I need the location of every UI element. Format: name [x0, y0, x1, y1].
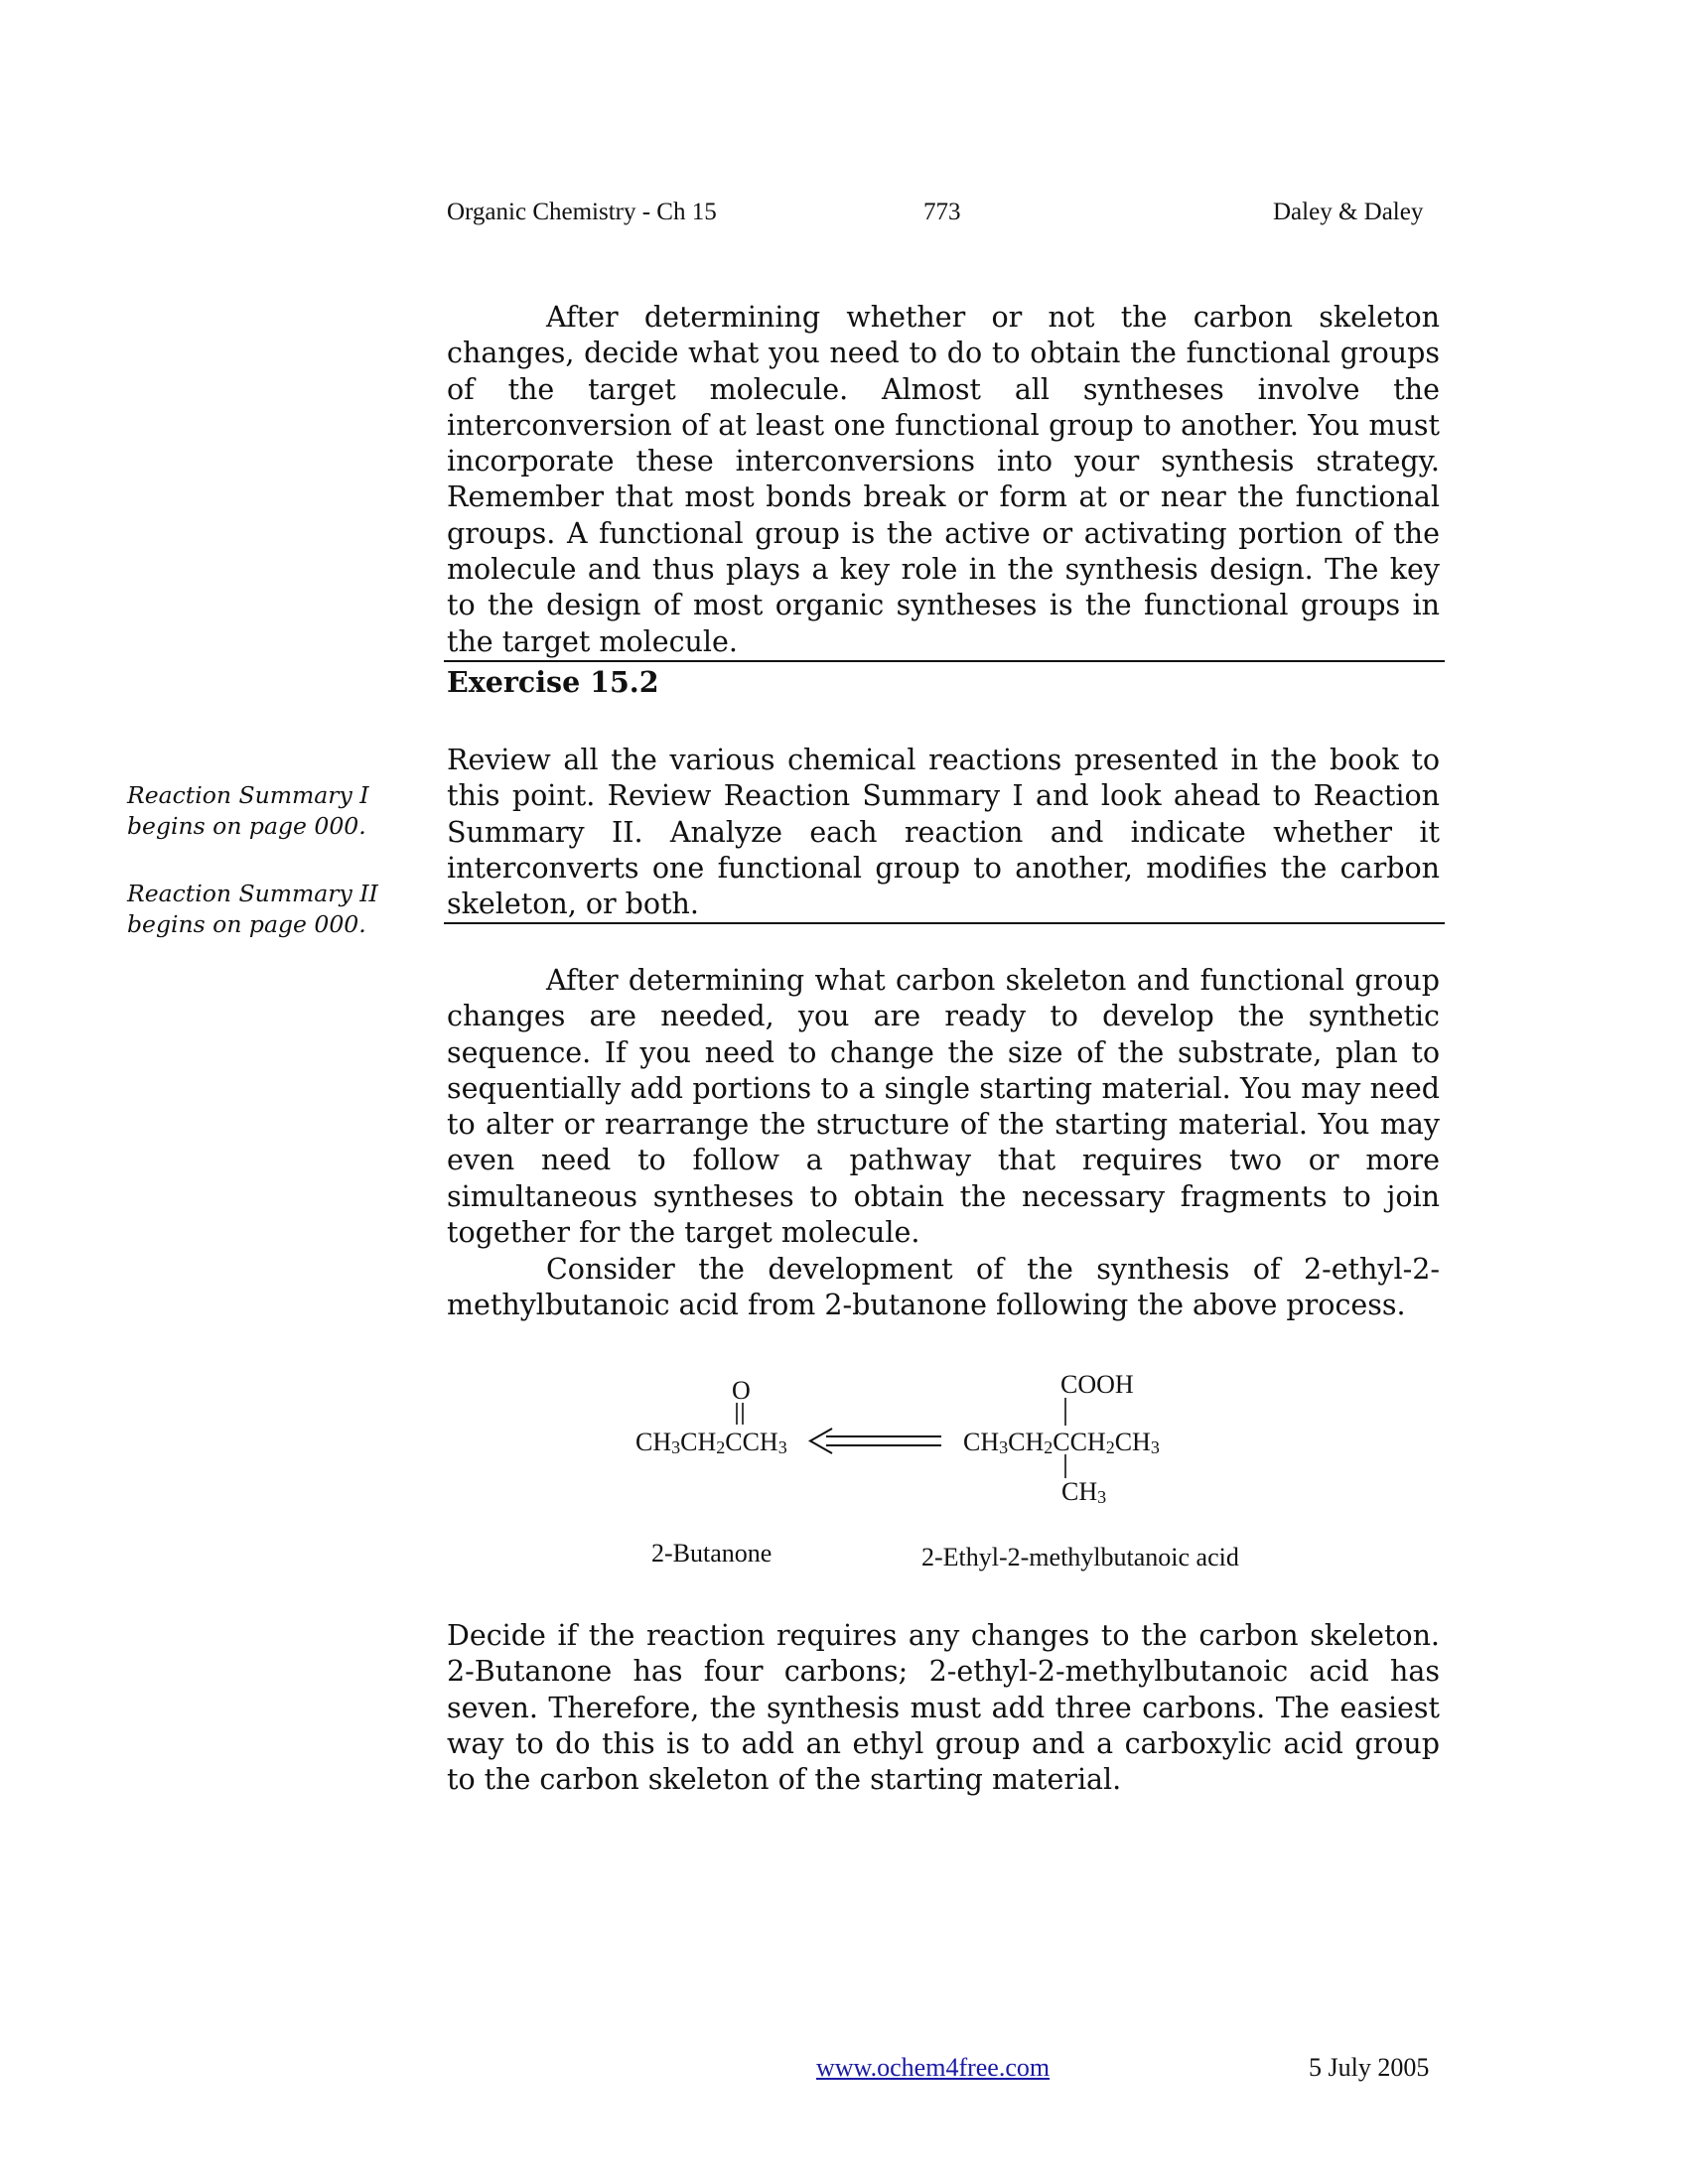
footer-date: 5 July 2005 — [1309, 2053, 1430, 2082]
body-paragraph-consider-synthesis: Consider the development of the synthesis of 2-ethyl-2-methylbutanoic acid from 2-butanone following the above process. — [447, 1253, 1440, 1322]
body-paragraph-synthetic-sequence: After determining what carbon skeleton and functional group changes are needed, you are ready to develop the synthetic sequence. If you need to change the size of the substrate, plan to sequentially add portions to a single starting material. You may need to alter or rearrange the structure of the starting material. You may even need to follow a pathway that requires two or more simultaneous syntheses to obtain the necessary fragments to join together for the target molecule. — [447, 964, 1440, 1250]
running-header-authors: Daley & Daley — [1273, 199, 1424, 225]
running-header-title: Organic Chemistry - Ch 15 — [447, 199, 717, 225]
footer-website-link[interactable]: www.ochem4free.com — [816, 2053, 1051, 2082]
margin-note-line: begins on page 000. — [127, 811, 366, 840]
butanone-caption: 2-Butanone — [651, 1539, 773, 1568]
margin-note-line: Reaction Summary II — [127, 880, 378, 907]
methyl-group-text: CH — [1061, 1477, 1098, 1506]
margin-note-reaction-summary-2 — [127, 879, 415, 939]
exercise-text: Review all the various chemical reactions presented in the book to this point. Review Reaction Summary I and look ahead to Reaction Summary II. Analyze each reaction and indicate whether it interconverts one functional group to another, modifies the carbon skeleton, or both. — [447, 744, 1440, 921]
exercise-bottom-rule — [444, 922, 1445, 924]
bond-to-carboxyl — [1062, 1398, 1068, 1428]
carbonyl-oxygen-label: O — [732, 1376, 751, 1405]
butanone-formula: $CH_3CH_2CCH_3$ — [635, 1428, 787, 1457]
methyl-group-label — [1061, 1479, 1106, 1505]
retrosynthetic-arrow-icon — [806, 1427, 945, 1456]
body-paragraph-carbon-skeleton: Decide if the reaction requires any changes to the carbon skeleton. 2-Butanone has four carbons; 2-ethyl-2-methylbutanoic acid has seven. Therefore, the synthesis must add three carbons. The easiest way to do this is to add an ethyl group and a carboxylic acid group to the carbon skeleton of the starting material. — [447, 1619, 1440, 1797]
exercise-top-rule — [444, 660, 1445, 662]
margin-note-line: Reaction Summary I — [127, 781, 369, 809]
acid-main-chain-formula: $CH_3CH_2CCH_2CH_3$ — [963, 1428, 1160, 1457]
exercise-title: Exercise 15.2 — [447, 665, 659, 699]
acid-caption: 2-Ethyl-2-methylbutanoic acid — [921, 1543, 1239, 1571]
margin-note-reaction-summary-1 — [127, 780, 415, 841]
margin-note-line: begins on page 000. — [127, 909, 366, 938]
carbonyl-double-bond — [733, 1403, 749, 1427]
methyl-group-subscript: 3 — [1097, 1487, 1107, 1507]
carboxyl-group-label: COOH — [1060, 1370, 1134, 1399]
page-number: 773 — [923, 199, 961, 225]
body-paragraph-functional-groups: After determining whether or not the carbon skeleton changes, decide what you need to do to obtain the functional groups of the target molecule. Almost all syntheses involve the interconversion of at least one functional group to another. You must incorporate these interconversions into your synthesis strategy. Remember that most bonds break or form at or near the functional groups. A functional group is the active or activating portion of the molecule and thus plays a key role in the synthesis design. The key to the design of most organic syntheses is the functional groups in the target molecule. — [447, 301, 1440, 658]
